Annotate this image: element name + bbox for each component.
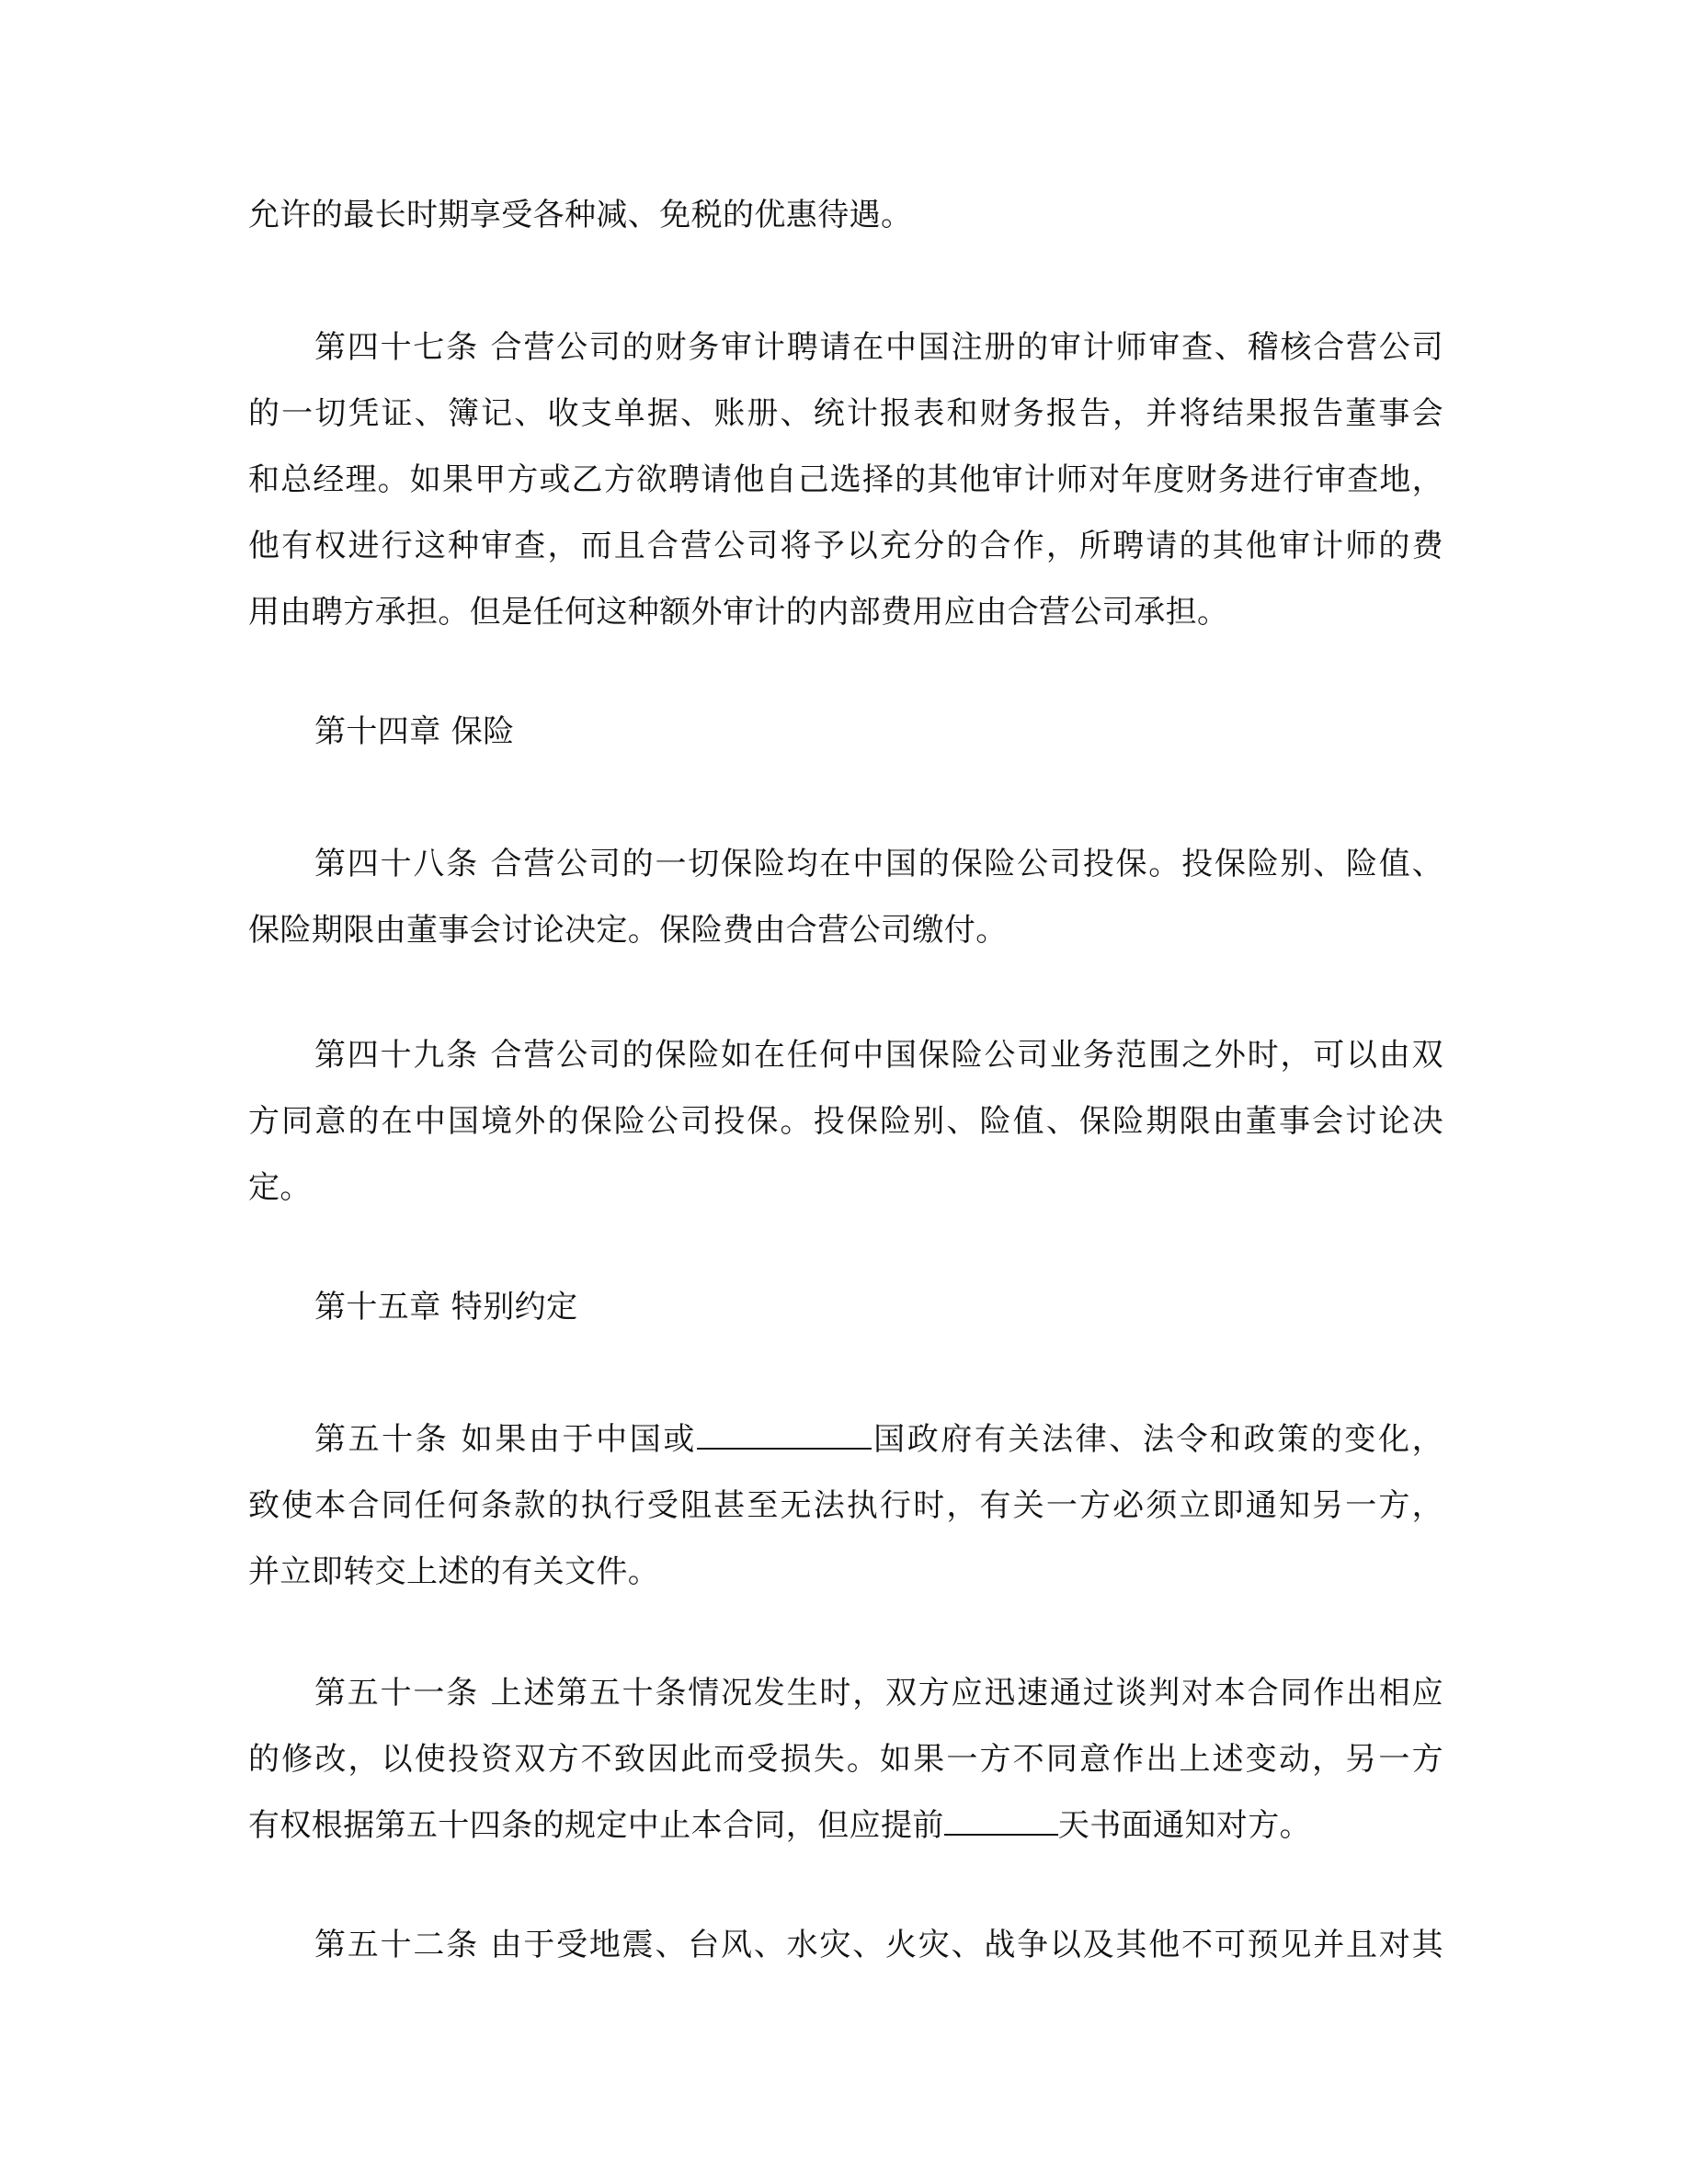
text-line-with-blank xyxy=(248,1792,1443,1859)
text-line-with-blank xyxy=(248,1406,1443,1473)
text-segment: 天书面通知对方。 xyxy=(1057,1807,1312,1844)
paragraph-continuation xyxy=(248,182,1443,248)
text-line: 第四十九条 合营公司的保险如在任何中国保险公司业务范围之外时，可以由双 xyxy=(314,1037,1443,1074)
text-line: 第四十八条 合营公司的一切保险均在中国的保险公司投保。投保险别、险值、 xyxy=(314,846,1443,882)
article-48 xyxy=(248,831,1443,963)
article-50 xyxy=(248,1406,1443,1605)
text-line: 第五十一条 上述第五十条情况发生时，双方应迅速通过谈判对本合同作出相应 xyxy=(314,1675,1443,1712)
text-line: 允许的最长时期享受各种减、免税的优惠待遇。 xyxy=(248,197,913,233)
text-line: 第四十七条 合营公司的财务审计聘请在中国注册的审计师审查、稽核合营公司 xyxy=(314,329,1443,366)
text-line: 定。 xyxy=(248,1169,312,1206)
fill-in-blank xyxy=(944,1806,1058,1836)
text-line: 方同意的在中国境外的保险公司投保。投保险别、险值、保险期限由董事会讨论决 xyxy=(248,1103,1443,1140)
chapter-15-heading xyxy=(248,1274,1443,1340)
text-line: 并立即转交上述的有关文件。 xyxy=(248,1553,660,1590)
article-47 xyxy=(248,314,1443,645)
fill-in-blank xyxy=(697,1420,872,1450)
text-line: 的修改，以使投资双方不致因此而受损失。如果一方不同意作出上述变动，另一方 xyxy=(248,1741,1443,1778)
text-line: 保险期限由董事会讨论决定。保险费由合营公司缴付。 xyxy=(248,912,1008,949)
chapter-title: 第十五章 特别约定 xyxy=(314,1289,578,1325)
text-segment: 有权根据第五十四条的规定中止本合同，但应提前 xyxy=(248,1807,944,1844)
text-segment: 第五十条 如果由于中国或 xyxy=(314,1421,697,1458)
article-52 xyxy=(248,1912,1443,1978)
text-line: 他有权进行这种审查，而且合营公司将予以充分的合作，所聘请的其他审计师的费 xyxy=(248,528,1443,564)
text-segment: 国政府有关法律、法令和政策的变化， xyxy=(871,1421,1443,1458)
text-line: 致使本合同任何条款的执行受阻甚至无法执行时，有关一方必须立即通知另一方， xyxy=(248,1487,1443,1524)
article-49 xyxy=(248,1022,1443,1221)
text-line: 用由聘方承担。但是任何这种额外审计的内部费用应由合营公司承担。 xyxy=(248,594,1229,631)
chapter-title: 第十四章 保险 xyxy=(314,713,515,750)
text-line: 第五十二条 由于受地震、台风、水灾、火灾、战争以及其他不可预见并且对其 xyxy=(314,1927,1443,1963)
text-line: 和总经理。如果甲方或乙方欲聘请他自己选择的其他审计师对年度财务进行审查地， xyxy=(248,461,1443,498)
article-51 xyxy=(248,1660,1443,1859)
text-line: 的一切凭证、簿记、收支单据、账册、统计报表和财务报告，并将结果报告董事会 xyxy=(248,395,1443,432)
chapter-14-heading xyxy=(248,699,1443,765)
